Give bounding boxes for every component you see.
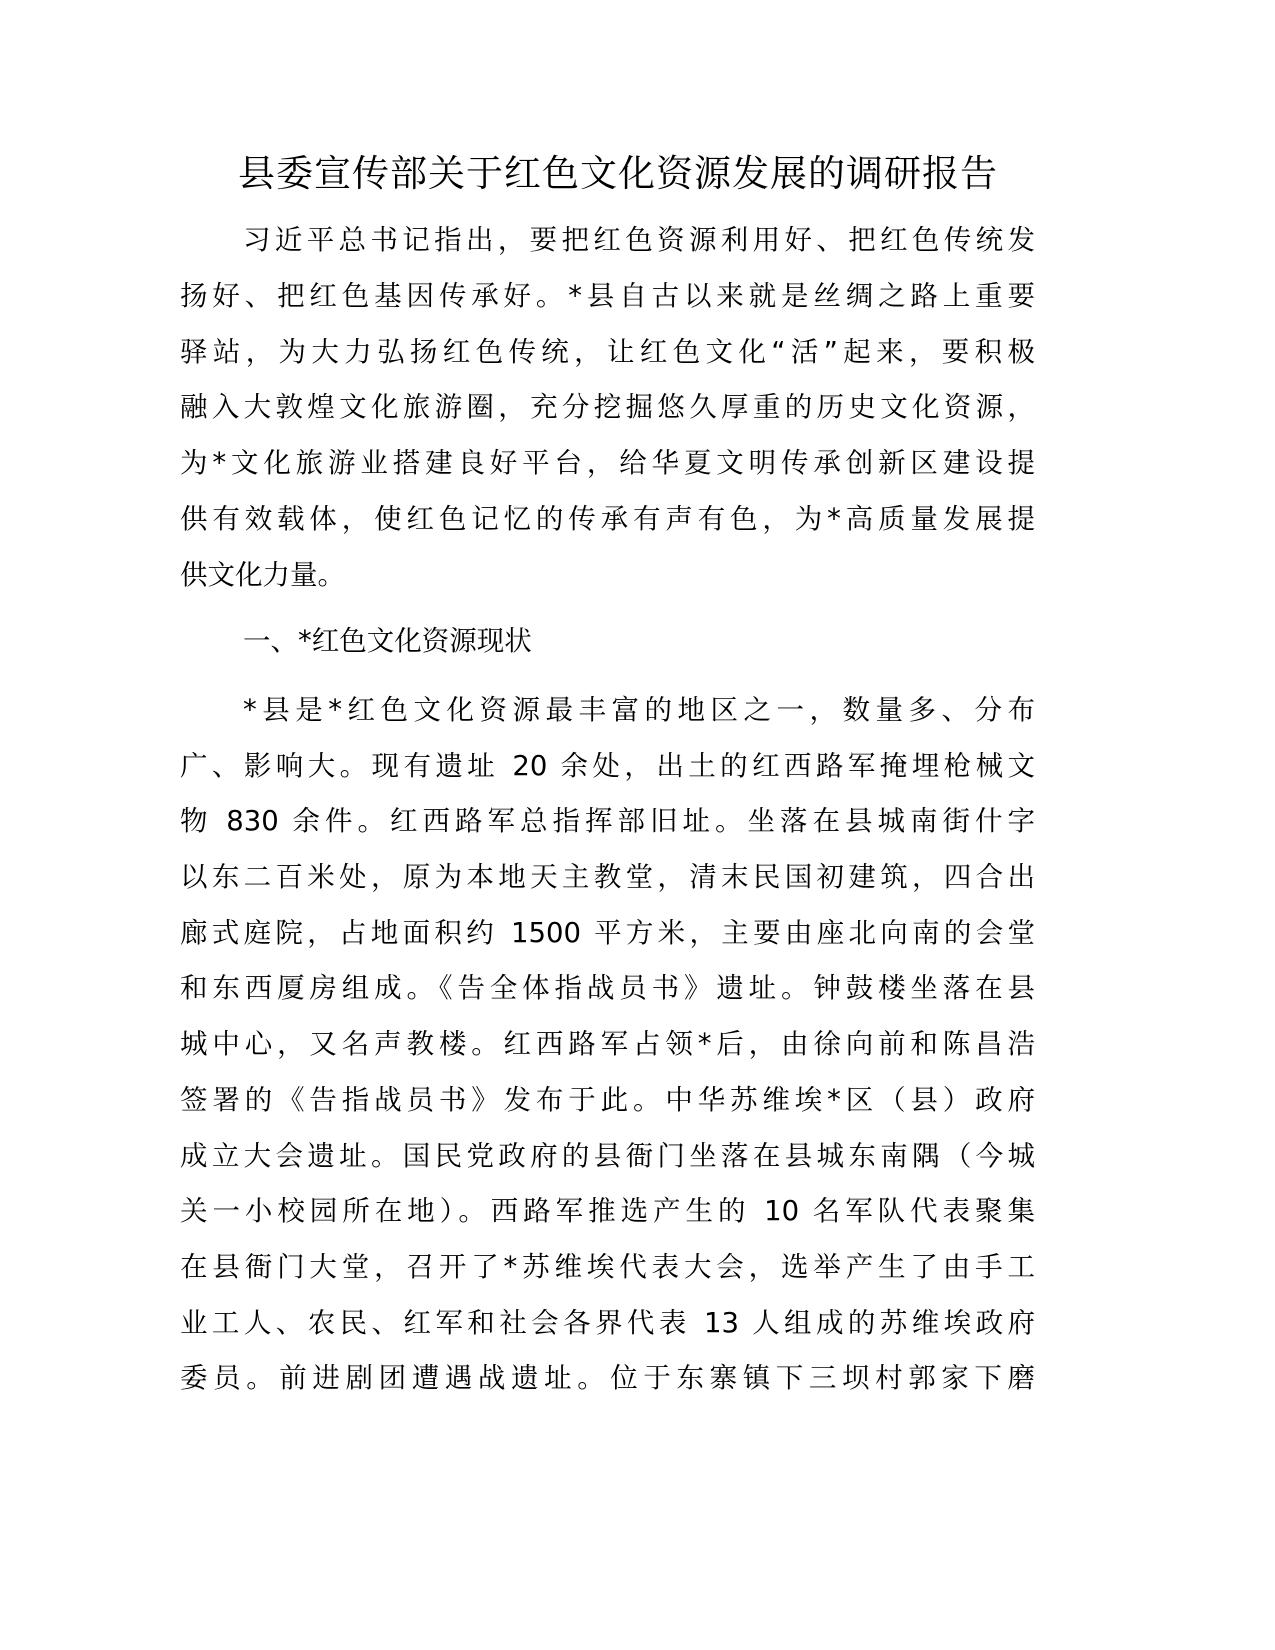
paragraph-line: 签署的《告指战员书》发布于此。中华苏维埃*区（县）政府 (180, 1084, 1035, 1116)
paragraph-line: 成立大会遗址。国民党政府的县衙门坐落在县城东南隅（今城 (180, 1140, 1035, 1172)
paragraph-line: 在县衙门大堂，召开了*苏维埃代表大会，选举产生了由手工 (180, 1251, 1035, 1283)
paragraph-line: 业工人、农民、红军和社会各界代表 13 人组成的苏维埃政府 (180, 1307, 1035, 1339)
paragraph-line: 融入大敦煌文化旅游圈，充分挖掘悠久厚重的历史文化资源， (180, 391, 1035, 423)
paragraph-line: 廊式庭院，占地面积约 1500 平方米，主要由座北向南的会堂 (180, 917, 1035, 949)
paragraph-line: 关一小校园所在地）。西路军推选产生的 10 名军队代表聚集 (180, 1195, 1035, 1227)
paragraph-line: 广、影响大。现有遗址 20 余处，出土的红西路军掩埋枪械文 (180, 750, 1035, 782)
paragraph-line: 供文化力量。 (180, 559, 345, 591)
paragraph-line: *县是*红色文化资源最丰富的地区之一，数量多、分布 (243, 694, 1035, 726)
document-title: 县委宣传部关于红色文化资源发展的调研报告 (238, 152, 998, 195)
section-heading: 一、*红色文化资源现状 (243, 625, 532, 657)
paragraph-line: 以东二百米处，原为本地天主教堂，清末民国初建筑，四合出 (180, 861, 1035, 893)
paragraph-line: 为*文化旅游业搭建良好平台，给华夏文明传承创新区建设提 (180, 447, 1035, 479)
paragraph-line: 物 830 余件。红西路军总指挥部旧址。坐落在县城南街什字 (180, 805, 1035, 837)
paragraph-line: 委员。前进剧团遭遇战遗址。位于东寨镇下三坝村郭家下磨 (180, 1362, 1035, 1394)
paragraph-line: 习近平总书记指出，要把红色资源利用好、把红色传统发 (243, 224, 1035, 256)
paragraph-line: 和东西厦房组成。《告全体指战员书》遗址。钟鼓楼坐落在县 (180, 972, 1035, 1004)
paragraph-line: 驿站，为大力弘扬红色传统，让红色文化“活”起来，要积极 (180, 336, 1035, 368)
paragraph-line: 供有效载体，使红色记忆的传承有声有色，为*高质量发展提 (180, 503, 1035, 535)
paragraph-line: 城中心，又名声教楼。红西路军占领*后，由徐向前和陈昌浩 (180, 1028, 1035, 1060)
paragraph-line: 扬好、把红色基因传承好。*县自古以来就是丝绸之路上重要 (180, 280, 1035, 312)
